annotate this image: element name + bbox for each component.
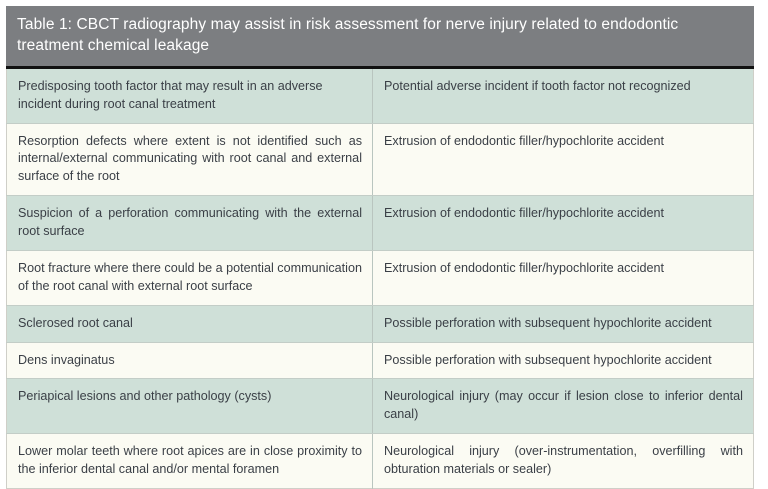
cell-tooth-factor: Sclerosed root canal xyxy=(7,305,373,342)
table-body xyxy=(7,69,754,489)
table-row xyxy=(7,434,754,489)
table-row xyxy=(7,196,754,251)
cell-adverse-incident: Extrusion of endodontic filler/hypochlorite accident xyxy=(373,196,754,251)
cell-tooth-factor: Dens invaginatus xyxy=(7,342,373,379)
table-row xyxy=(7,379,754,434)
cell-tooth-factor: Lower molar teeth where root apices are in close proximity to the inferior dental canal and/or mental foramen xyxy=(7,434,373,489)
cell-tooth-factor: Resorption defects where extent is not identified such as internal/external communicating with root canal and external surface of the root xyxy=(7,123,373,196)
table-row xyxy=(7,250,754,305)
cell-tooth-factor: Suspicion of a perforation communicating with the external root surface xyxy=(7,196,373,251)
cell-adverse-incident: Extrusion of endodontic filler/hypochlorite accident xyxy=(373,123,754,196)
cell-adverse-incident: Extrusion of endodontic filler/hypochlorite accident xyxy=(373,250,754,305)
cell-adverse-incident: Neurological injury (may occur if lesion close to inferior dental canal) xyxy=(373,379,754,434)
table-row xyxy=(7,342,754,379)
cell-adverse-incident: Possible perforation with subsequent hypochlorite accident xyxy=(373,342,754,379)
risk-assessment-table xyxy=(6,69,754,489)
table-row xyxy=(7,305,754,342)
table-caption: Table 1: CBCT radiography may assist in risk assessment for nerve injury related to endodontic treatment chemical leakage xyxy=(6,6,754,69)
table-container xyxy=(6,6,754,489)
cell-tooth-factor: Predisposing tooth factor that may result in an adverse incident during root canal treatment xyxy=(7,69,373,123)
cell-adverse-incident: Possible perforation with subsequent hypochlorite accident xyxy=(373,305,754,342)
cell-tooth-factor: Periapical lesions and other pathology (cysts) xyxy=(7,379,373,434)
table-row xyxy=(7,69,754,123)
cell-adverse-incident: Potential adverse incident if tooth factor not recognized xyxy=(373,69,754,123)
table-row xyxy=(7,123,754,196)
cell-tooth-factor: Root fracture where there could be a potential communication of the root canal with external root surface xyxy=(7,250,373,305)
cell-adverse-incident: Neurological injury (over-instrumentation, overfilling with obturation materials or sealer) xyxy=(373,434,754,489)
